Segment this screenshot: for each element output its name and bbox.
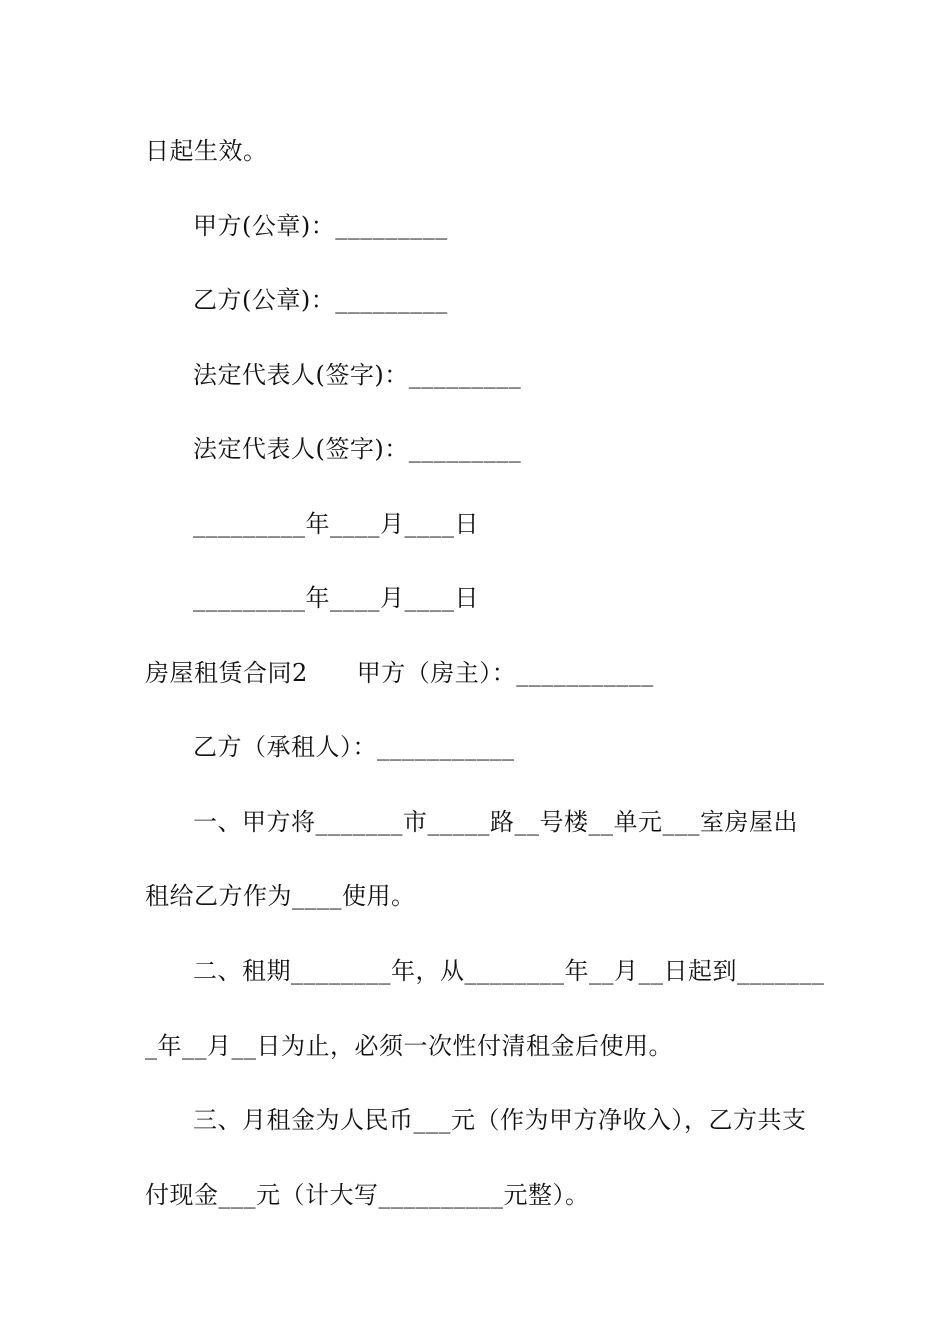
clause-3-line-1: 三、月租金为人民币___元（作为甲方净收入），乙方共支 — [193, 1106, 807, 1134]
party-b-seal-line: 乙方(公章)：_________ — [193, 286, 448, 314]
party-a-legal-rep-signature: 法定代表人(签字)：_________ — [193, 361, 522, 389]
clause-3-line-2: 付现金___元（计大写__________元整）。 — [145, 1181, 590, 1209]
clause-1-line-1: 一、甲方将_______市_____路__号楼__单元___室房屋出 — [193, 808, 798, 836]
clause-2-line-1: 二、租期________年，从________年__月__日起到_______ — [193, 957, 825, 985]
party-a-sign-date: _________年____月____日 — [193, 510, 479, 538]
clause-2-line-2: _年__月__日为止，必须一次性付清租金后使用。 — [145, 1032, 673, 1060]
contract-2-title-and-landlord: 房屋租赁合同2 甲方（房主）：___________ — [145, 659, 654, 687]
clause-1-line-2: 租给乙方作为____使用。 — [145, 882, 416, 910]
party-b-legal-rep-signature: 法定代表人(签字)：_________ — [193, 435, 522, 463]
effective-date-text: 日起生效。 — [145, 137, 268, 165]
tenant-line: 乙方（承租人）：___________ — [193, 733, 515, 761]
party-a-seal-line: 甲方(公章)：_________ — [193, 212, 448, 240]
party-b-sign-date: _________年____月____日 — [193, 584, 479, 612]
